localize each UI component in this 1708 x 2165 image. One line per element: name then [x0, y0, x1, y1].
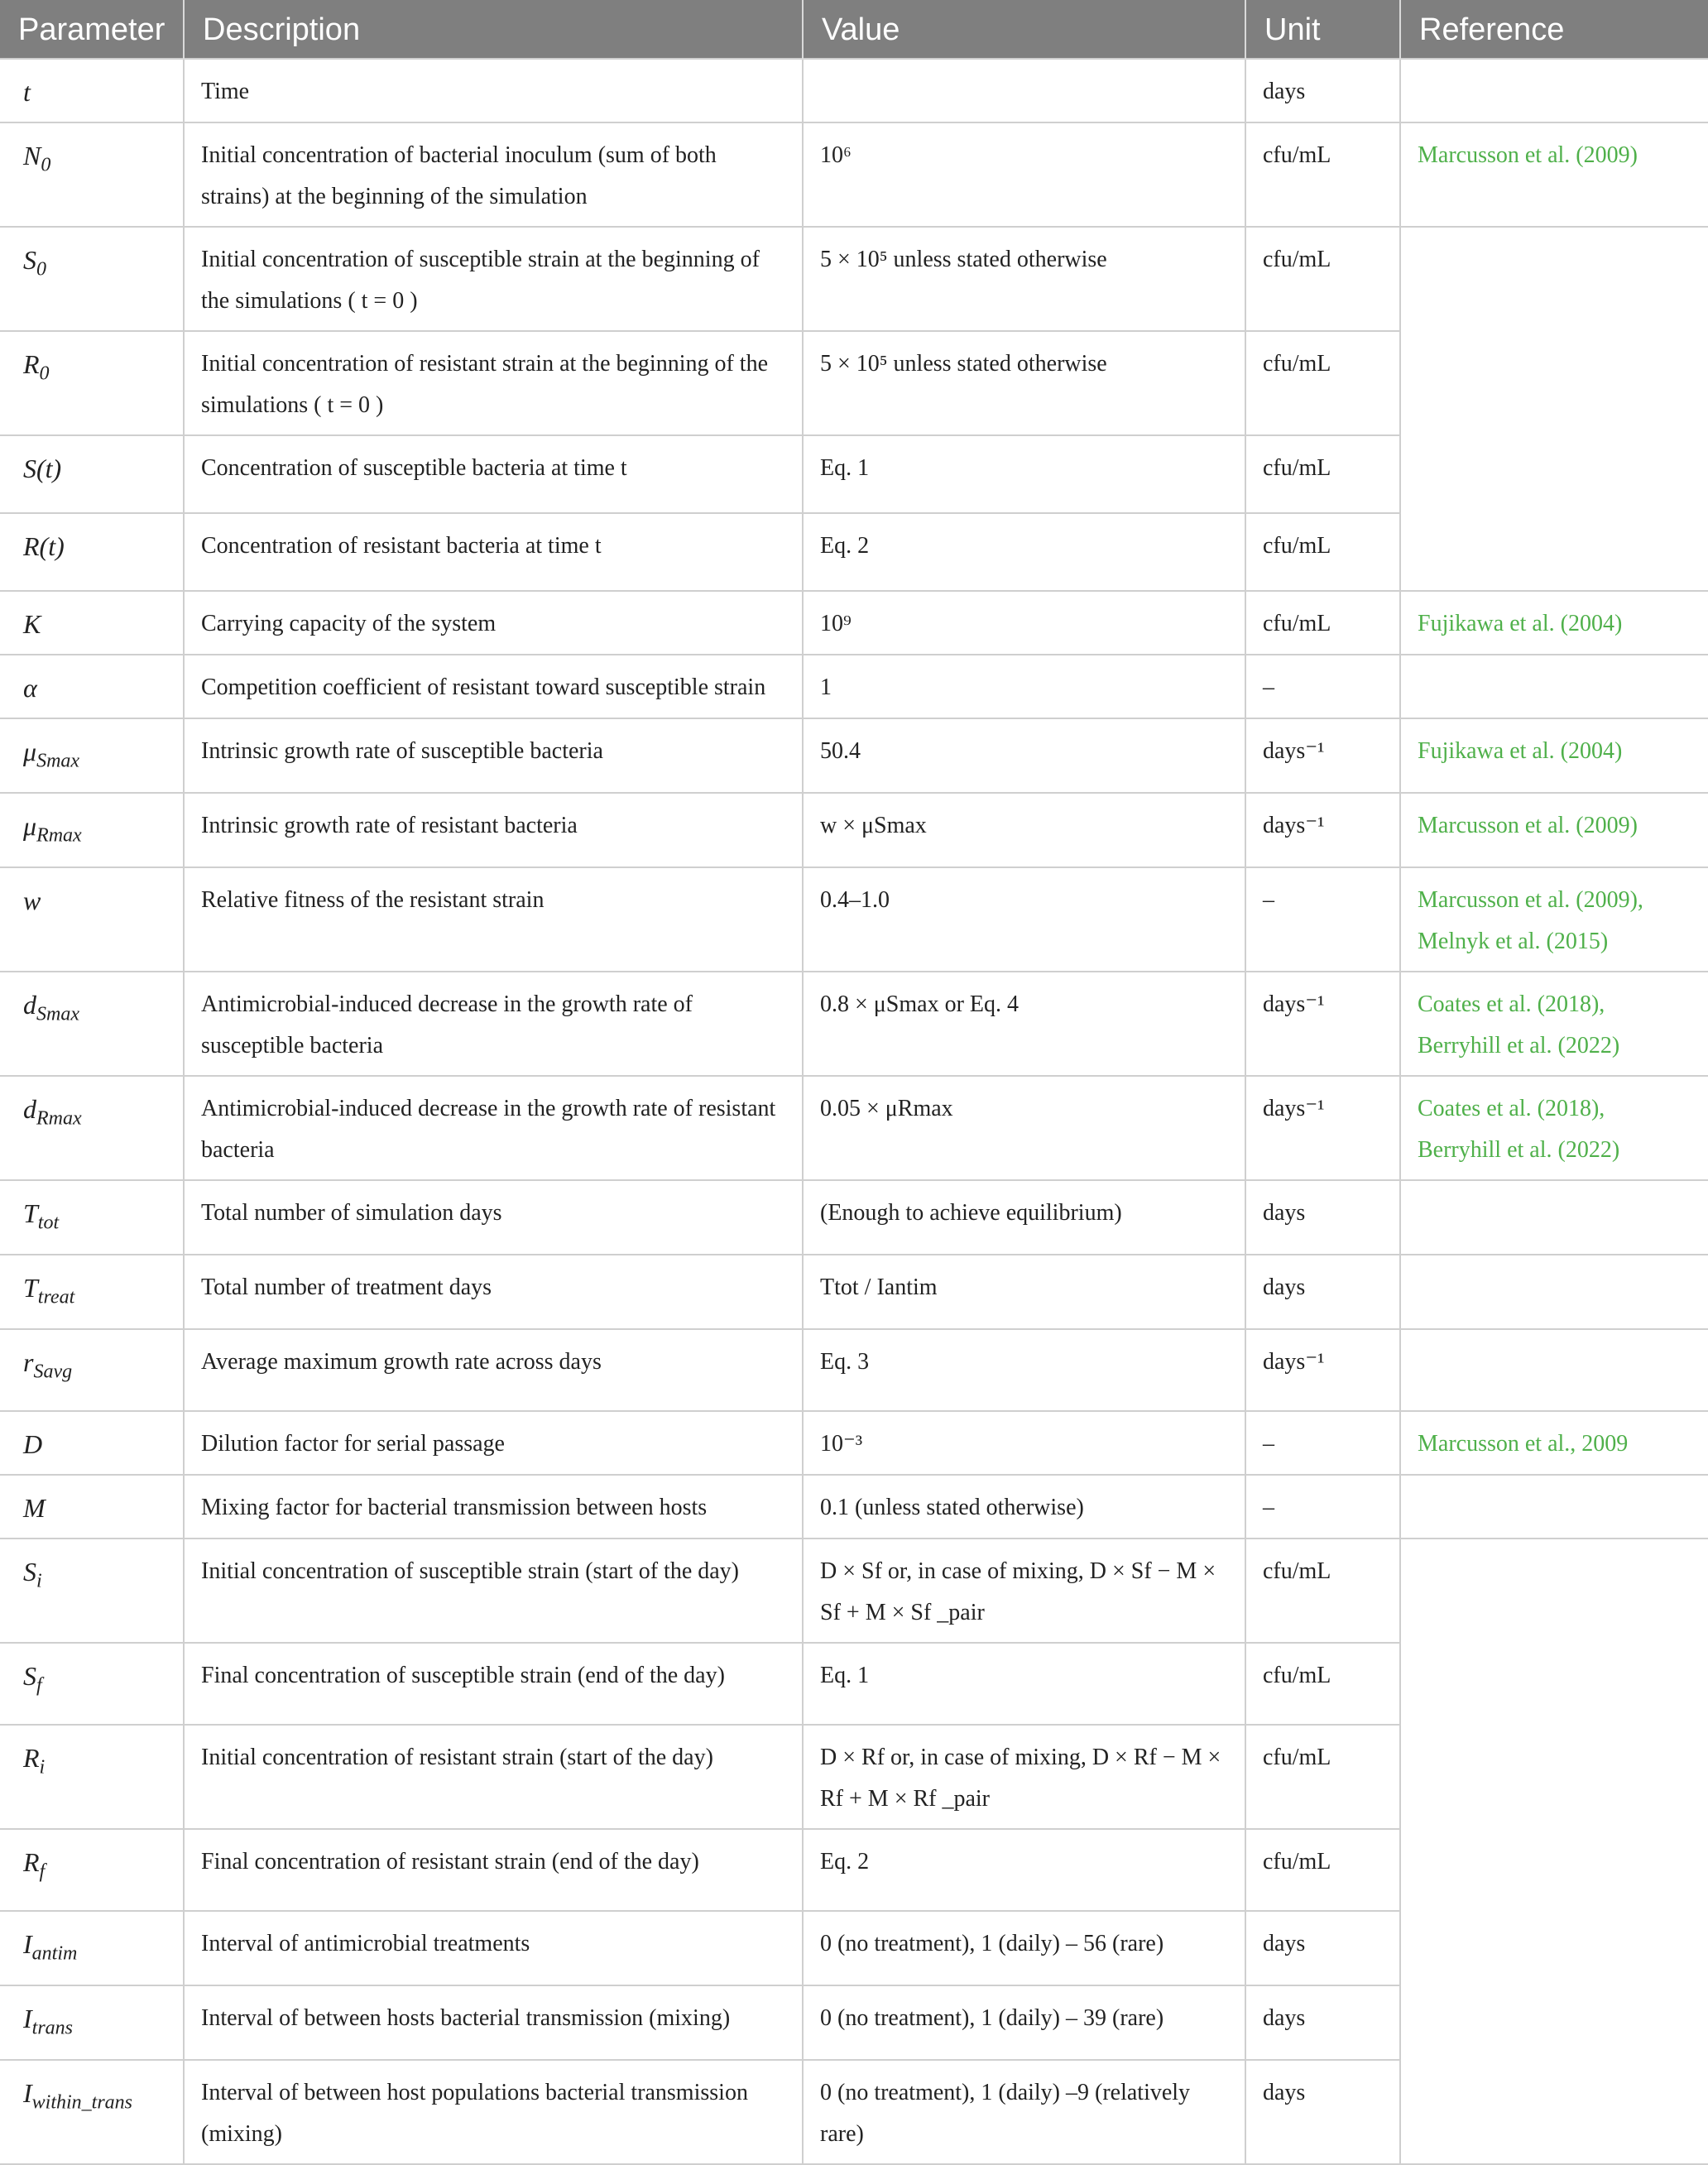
param-cell [0, 1076, 184, 1180]
param-subscript: i [39, 1756, 46, 1779]
param-subscript: tot [37, 1212, 60, 1234]
param-symbol: R [23, 349, 40, 379]
param-cell [0, 513, 184, 591]
param-cell [0, 718, 184, 793]
value-cell [803, 59, 1245, 122]
param-cell [0, 59, 184, 122]
param-symbol: R [23, 1743, 40, 1773]
description-cell: Initial concentration of resistant strain at the beginning of the simulations ( t = 0 ) [184, 331, 803, 435]
value-cell: Eq. 1 [803, 1643, 1245, 1725]
reference-cell [1400, 1255, 1708, 1329]
table-row [0, 1725, 1708, 1829]
param-cell [0, 972, 184, 1076]
table-row [0, 122, 1708, 227]
param-subscript: treat [37, 1286, 75, 1308]
table-row [0, 1829, 1708, 1911]
param-symbol: M [23, 1493, 46, 1523]
param-symbol: I [23, 2078, 32, 2108]
param-cell [0, 331, 184, 435]
description-cell: Dilution factor for serial passage [184, 1411, 803, 1475]
param-cell [0, 1539, 184, 1643]
reference-cell [1400, 1829, 1708, 1911]
reference-cell: Coates et al. (2018), Berryhill et al. (2022) [1400, 972, 1708, 1076]
table-row [0, 793, 1708, 867]
description-cell: Interval of antimicrobial treatments [184, 1911, 803, 1985]
description-cell: Mixing factor for bacterial transmission between hosts [184, 1475, 803, 1539]
reference-cell [1400, 1329, 1708, 1411]
param-cell [0, 122, 184, 227]
unit-cell: cfu/mL [1245, 331, 1400, 435]
unit-cell: days⁻¹ [1245, 793, 1400, 867]
reference-cell [1400, 59, 1708, 122]
unit-cell: – [1245, 1411, 1400, 1475]
reference-cell [1400, 331, 1708, 435]
reference-cell [1400, 227, 1708, 331]
table-row [0, 227, 1708, 331]
unit-cell: – [1245, 867, 1400, 972]
param-subscript: f [39, 1860, 46, 1883]
param-cell [0, 227, 184, 331]
reference-cell: Fujikawa et al. (2004) [1400, 591, 1708, 655]
header-reference: Reference [1400, 0, 1708, 59]
description-cell: Relative fitness of the resistant strain [184, 867, 803, 972]
table-row [0, 1643, 1708, 1725]
value-cell: D × Rf or, in case of mixing, D × Rf − M × Rf + M × Rf _pair [803, 1725, 1245, 1829]
reference-cell [1400, 1911, 1708, 1985]
param-cell [0, 435, 184, 513]
param-symbol: S [23, 1661, 36, 1691]
description-cell: Competition coefficient of resistant toward susceptible strain [184, 655, 803, 718]
table-row [0, 2060, 1708, 2164]
param-cell [0, 1643, 184, 1725]
value-cell: 0 (no treatment), 1 (daily) –9 (relatively rare) [803, 2060, 1245, 2164]
param-subscript: Smax [36, 750, 80, 772]
param-symbol: μ [23, 811, 37, 841]
param-subscript: within_trans [31, 2091, 133, 2114]
param-subscript: f [36, 1674, 42, 1697]
description-cell: Antimicrobial-induced decrease in the growth rate of resistant bacteria [184, 1076, 803, 1180]
reference-cell [1400, 435, 1708, 513]
unit-cell: – [1245, 1475, 1400, 1539]
unit-cell: cfu/mL [1245, 1539, 1400, 1643]
value-cell: 0.4–1.0 [803, 867, 1245, 972]
param-symbol: T [23, 1198, 38, 1228]
description-cell: Time [184, 59, 803, 122]
param-symbol: K [23, 609, 41, 639]
table-row [0, 972, 1708, 1076]
value-cell: 10⁶ [803, 122, 1245, 227]
param-cell [0, 1725, 184, 1829]
table-row [0, 718, 1708, 793]
unit-cell: cfu/mL [1245, 591, 1400, 655]
param-subscript: Rmax [36, 824, 82, 847]
param-cell [0, 1475, 184, 1539]
value-cell: 0.05 × μRmax [803, 1076, 1245, 1180]
param-subscript: trans [31, 2017, 74, 2039]
reference-cell: Marcusson et al. (2009) [1400, 793, 1708, 867]
value-cell: 0.8 × μSmax or Eq. 4 [803, 972, 1245, 1076]
header-unit: Unit [1245, 0, 1400, 59]
description-cell: Intrinsic growth rate of resistant bacteria [184, 793, 803, 867]
param-cell [0, 867, 184, 972]
param-subscript: Savg [33, 1361, 73, 1383]
description-cell: Interval of between hosts bacterial transmission (mixing) [184, 1985, 803, 2060]
table-row [0, 867, 1708, 972]
reference-cell [1400, 1180, 1708, 1255]
value-cell: w × μSmax [803, 793, 1245, 867]
param-subscript: 0 [41, 154, 51, 176]
unit-cell: cfu/mL [1245, 1829, 1400, 1911]
table-row [0, 1255, 1708, 1329]
unit-cell: cfu/mL [1245, 122, 1400, 227]
value-cell: 0 (no treatment), 1 (daily) – 39 (rare) [803, 1985, 1245, 2060]
unit-cell: days⁻¹ [1245, 1329, 1400, 1411]
value-cell: Eq. 2 [803, 1829, 1245, 1911]
description-cell: Concentration of susceptible bacteria at time t [184, 435, 803, 513]
reference-cell: Coates et al. (2018), Berryhill et al. (2022) [1400, 1076, 1708, 1180]
param-subscript: Rmax [36, 1107, 82, 1130]
reference-cell: Fujikawa et al. (2004) [1400, 718, 1708, 793]
table-row [0, 1539, 1708, 1643]
value-cell: 5 × 10⁵ unless stated otherwise [803, 331, 1245, 435]
table-row [0, 1985, 1708, 2060]
param-symbol: R [23, 1847, 40, 1877]
param-symbol: T [23, 1273, 38, 1303]
param-subscript: 0 [39, 362, 50, 385]
description-cell: Final concentration of susceptible strain (end of the day) [184, 1643, 803, 1725]
reference-cell [1400, 1725, 1708, 1829]
unit-cell: days [1245, 59, 1400, 122]
description-cell: Initial concentration of susceptible strain at the beginning of the simulations ( t = 0 ) [184, 227, 803, 331]
value-cell: 0 (no treatment), 1 (daily) – 56 (rare) [803, 1911, 1245, 1985]
reference-cell [1400, 1475, 1708, 1539]
param-symbol: I [23, 2004, 32, 2033]
value-cell: 5 × 10⁵ unless stated otherwise [803, 227, 1245, 331]
param-subscript: antim [31, 1942, 78, 1965]
table-row [0, 1411, 1708, 1475]
description-cell: Interval of between host populations bacterial transmission (mixing) [184, 2060, 803, 2164]
param-symbol: α [23, 673, 37, 703]
reference-cell [1400, 1985, 1708, 2060]
description-cell: Intrinsic growth rate of susceptible bacteria [184, 718, 803, 793]
table-row [0, 1475, 1708, 1539]
param-symbol: r [23, 1347, 34, 1377]
param-subscript: Smax [36, 1003, 79, 1025]
unit-cell: days [1245, 1180, 1400, 1255]
description-cell: Initial concentration of resistant strain (start of the day) [184, 1725, 803, 1829]
unit-cell: cfu/mL [1245, 513, 1400, 591]
description-cell: Concentration of resistant bacteria at time t [184, 513, 803, 591]
value-cell: 1 [803, 655, 1245, 718]
unit-cell: days [1245, 1985, 1400, 2060]
reference-cell [1400, 513, 1708, 591]
param-symbol: S [23, 1557, 36, 1587]
param-symbol: N [23, 141, 41, 170]
value-cell: (Enough to achieve equilibrium) [803, 1180, 1245, 1255]
param-subscript: i [36, 1570, 42, 1592]
unit-cell: days [1245, 1911, 1400, 1985]
reference-cell [1400, 1643, 1708, 1725]
header-description: Description [184, 0, 803, 59]
param-symbol: R(t) [23, 531, 65, 561]
param-symbol: d [23, 990, 36, 1020]
value-cell: 0.1 (unless stated otherwise) [803, 1475, 1245, 1539]
unit-cell: days [1245, 2060, 1400, 2164]
table-row [0, 435, 1708, 513]
description-cell: Average maximum growth rate across days [184, 1329, 803, 1411]
param-symbol: S(t) [23, 454, 62, 483]
table-row [0, 59, 1708, 122]
param-symbol: d [23, 1094, 36, 1124]
param-subscript: 0 [36, 258, 46, 281]
reference-cell: Marcusson et al. (2009) [1400, 122, 1708, 227]
unit-cell: days⁻¹ [1245, 972, 1400, 1076]
table-row [0, 655, 1708, 718]
reference-cell [1400, 2060, 1708, 2164]
description-cell: Initial concentration of susceptible strain (start of the day) [184, 1539, 803, 1643]
description-cell: Total number of simulation days [184, 1180, 803, 1255]
unit-cell: – [1245, 655, 1400, 718]
table-row [0, 513, 1708, 591]
param-cell [0, 1255, 184, 1329]
header-parameter: Parameter [0, 0, 184, 59]
param-cell [0, 1829, 184, 1911]
param-cell [0, 793, 184, 867]
unit-cell: cfu/mL [1245, 1643, 1400, 1725]
unit-cell: cfu/mL [1245, 1725, 1400, 1829]
param-symbol: μ [23, 737, 37, 766]
table-row [0, 1329, 1708, 1411]
param-cell [0, 1180, 184, 1255]
header-row [0, 0, 1708, 59]
param-symbol: w [23, 886, 41, 915]
reference-cell: Marcusson et al. (2009), Melnyk et al. (2015) [1400, 867, 1708, 972]
param-cell [0, 655, 184, 718]
unit-cell: cfu/mL [1245, 227, 1400, 331]
param-symbol: D [23, 1429, 43, 1459]
param-symbol: I [23, 1929, 32, 1959]
value-cell: D × Sf or, in case of mixing, D × Sf − M × Sf + M × Sf _pair [803, 1539, 1245, 1643]
table-row [0, 1911, 1708, 1985]
value-cell: 10⁻³ [803, 1411, 1245, 1475]
unit-cell: days⁻¹ [1245, 1076, 1400, 1180]
param-cell [0, 1411, 184, 1475]
param-cell [0, 591, 184, 655]
value-cell: Eq. 3 [803, 1329, 1245, 1411]
param-symbol: S [23, 245, 36, 275]
unit-cell: cfu/mL [1245, 435, 1400, 513]
description-cell: Carrying capacity of the system [184, 591, 803, 655]
value-cell: 50.4 [803, 718, 1245, 793]
reference-cell [1400, 1539, 1708, 1643]
value-cell: Ttot / Iantim [803, 1255, 1245, 1329]
value-cell: 10⁹ [803, 591, 1245, 655]
param-cell [0, 2060, 184, 2164]
description-cell: Antimicrobial-induced decrease in the growth rate of susceptible bacteria [184, 972, 803, 1076]
reference-cell [1400, 655, 1708, 718]
reference-cell: Marcusson et al., 2009 [1400, 1411, 1708, 1475]
table-row [0, 331, 1708, 435]
param-cell [0, 1985, 184, 2060]
param-symbol: t [23, 77, 31, 107]
description-cell: Initial concentration of bacterial inoculum (sum of both strains) at the beginning of the simulation [184, 122, 803, 227]
header-value: Value [803, 0, 1245, 59]
param-cell [0, 1911, 184, 1985]
table-row [0, 1180, 1708, 1255]
description-cell: Total number of treatment days [184, 1255, 803, 1329]
table-row [0, 1076, 1708, 1180]
unit-cell: days [1245, 1255, 1400, 1329]
unit-cell: days⁻¹ [1245, 718, 1400, 793]
param-cell [0, 1329, 184, 1411]
value-cell: Eq. 1 [803, 435, 1245, 513]
description-cell: Final concentration of resistant strain (end of the day) [184, 1829, 803, 1911]
value-cell: Eq. 2 [803, 513, 1245, 591]
table-row [0, 591, 1708, 655]
